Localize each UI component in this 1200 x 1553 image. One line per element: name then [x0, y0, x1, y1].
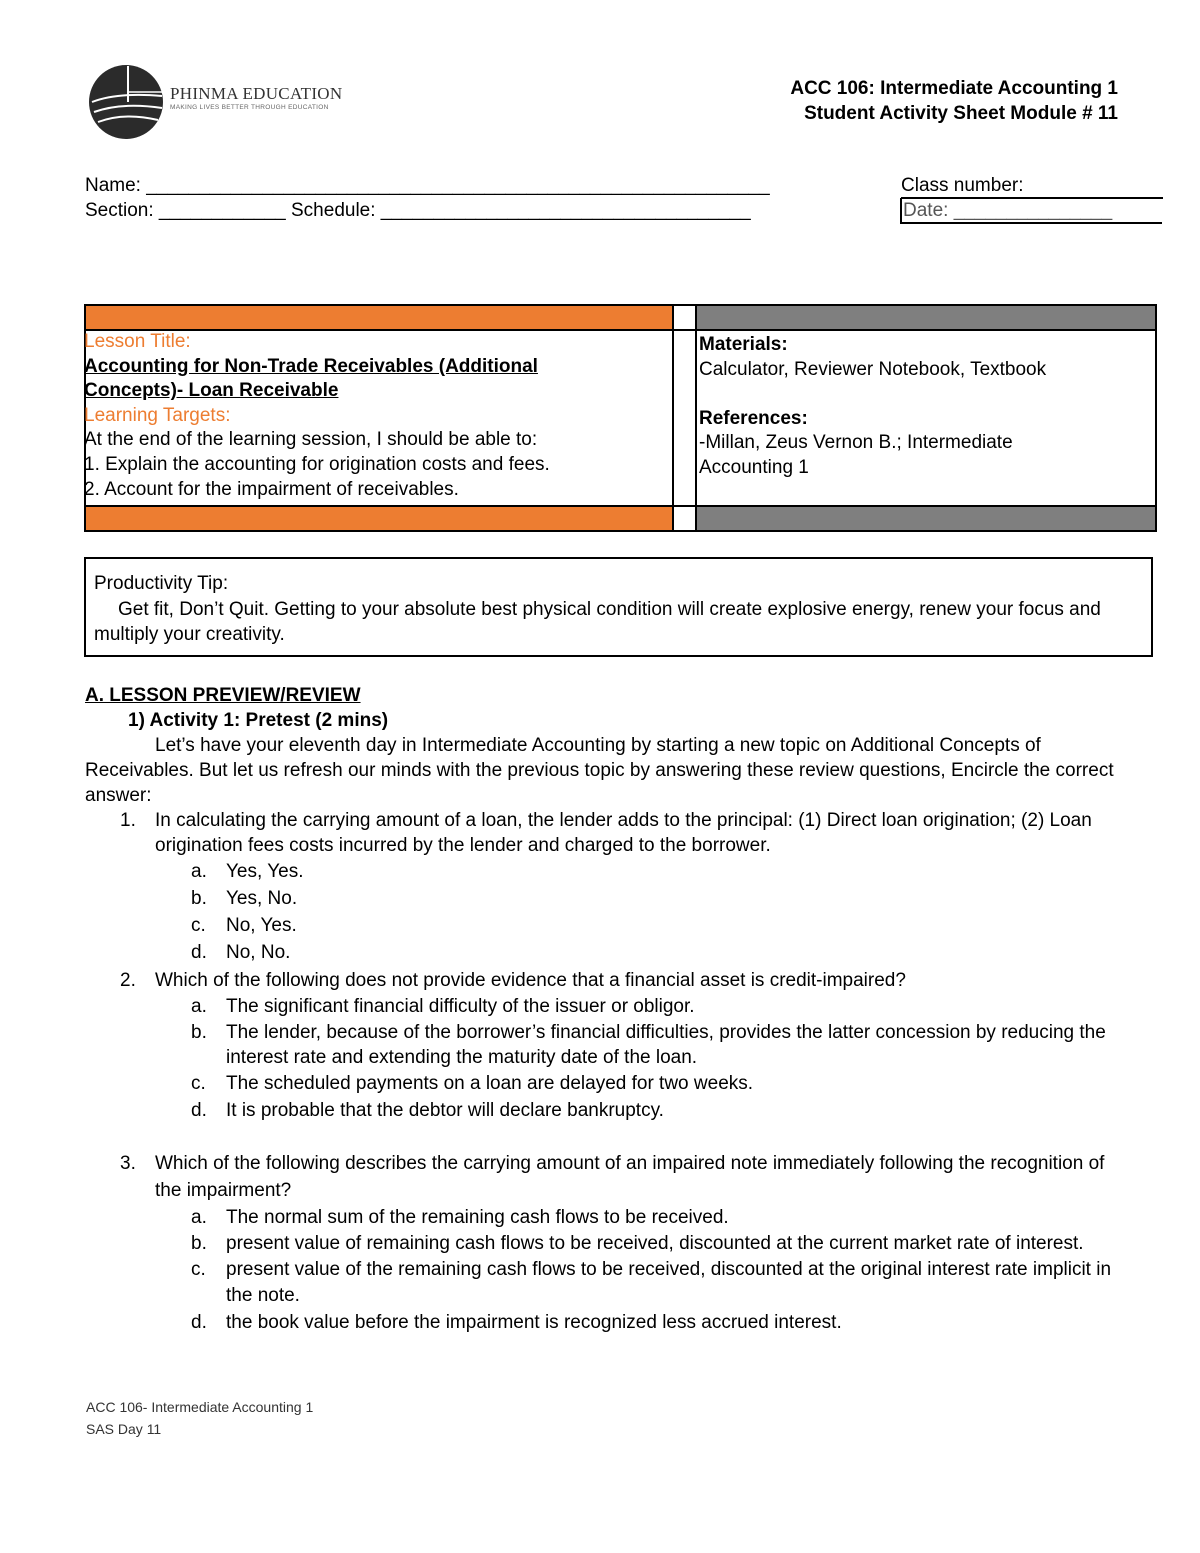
option-letter: d.	[191, 1100, 207, 1121]
footer-course: ACC 106- Intermediate Accounting 1	[86, 1399, 314, 1415]
question-2	[85, 968, 1135, 993]
document-title	[790, 76, 1118, 126]
lesson-title-label: Lesson Title:	[84, 331, 191, 352]
question-number: 2.	[120, 970, 136, 991]
option-text: present value of remaining cash flows to be received, discounted at the current market rate of interest.	[226, 1233, 1084, 1254]
option-text: The normal sum of the remaining cash flows to be received.	[226, 1207, 729, 1228]
option-2a[interactable]	[85, 993, 1135, 1020]
option-1b[interactable]	[85, 885, 1135, 912]
question-3	[85, 1150, 1135, 1204]
brand-name: PHINMA EDUCATION	[170, 84, 343, 103]
option-3a[interactable]	[85, 1204, 1135, 1231]
reference-line-1: -Millan, Zeus Vernon B.; Intermediate	[699, 432, 1013, 454]
lesson-preview-section	[85, 683, 1135, 1336]
option-3b[interactable]	[85, 1231, 1135, 1257]
option-letter: b.	[191, 1233, 207, 1254]
option-letter: c.	[191, 1259, 206, 1280]
section-heading: A. LESSON PREVIEW/REVIEW	[85, 685, 361, 706]
learning-target-1: 1. Explain the accounting for origination costs and fees.	[84, 453, 550, 475]
question-text: In calculating the carrying amount of a loan, the lender adds to the principal: (1) Direct loan origination; (2) Loan origination fees costs incurred by the lender and charged to the borrower.	[155, 810, 1092, 856]
name-field[interactable]: Name: ___________________________________________________________	[85, 175, 770, 196]
option-letter: a.	[191, 996, 207, 1017]
footer-sas-day: SAS Day 11	[86, 1421, 162, 1437]
option-text: It is probable that the debtor will declare bankruptcy.	[226, 1100, 664, 1121]
option-1c[interactable]	[85, 912, 1135, 939]
activity-title: 1) Activity 1: Pretest (2 mins)	[128, 710, 389, 731]
spacer	[699, 382, 1154, 407]
activity-intro: Let’s have your eleventh day in Intermediate Accounting by starting a new topic on Additional Concepts of Receivables. But let us refresh our minds with the previous topic by answering these review questions, Encircle the correct answer:	[85, 735, 1114, 806]
option-letter: b.	[191, 888, 207, 909]
option-letter: a.	[191, 861, 207, 882]
tip-label: Productivity Tip:	[94, 573, 229, 594]
materials-label: Materials:	[699, 334, 788, 355]
reference-line-2: Accounting 1	[699, 456, 809, 478]
option-letter: c.	[191, 1073, 206, 1094]
course-title: ACC 106: Intermediate Accounting 1	[790, 78, 1118, 99]
references-label: References:	[699, 407, 808, 429]
question-1	[85, 808, 1135, 858]
option-letter: d.	[191, 942, 207, 963]
productivity-tip	[94, 571, 1146, 648]
brand-tagline: MAKING LIVES BETTER THROUGH EDUCATION	[170, 104, 329, 111]
option-3d[interactable]	[85, 1309, 1135, 1336]
lesson-info-cell	[84, 330, 674, 502]
option-text: Yes, Yes.	[226, 861, 304, 882]
learning-targets-intro: At the end of the learning session, I should be able to:	[84, 429, 538, 451]
materials-list: Calculator, Reviewer Notebook, Textbook	[699, 358, 1047, 380]
option-1a[interactable]	[85, 858, 1135, 885]
page-footer	[86, 1396, 313, 1440]
option-text: The lender, because of the borrower’s financial difficulties, provides the latter concession by reducing the interest rate and extending the maturity date of the loan.	[226, 1022, 1106, 1068]
option-letter: d.	[191, 1312, 207, 1333]
section-schedule-field[interactable]: Section: ____________ Schedule: ___________________________________	[85, 200, 751, 221]
option-text: No, Yes.	[226, 915, 297, 936]
learning-targets-label: Learning Targets:	[84, 404, 231, 426]
question-number: 1.	[120, 810, 136, 831]
logo-emblem-icon	[88, 62, 168, 142]
materials-cell	[699, 333, 1154, 481]
gray-header-bar	[697, 306, 1155, 329]
option-text: The scheduled payments on a loan are delayed for two weeks.	[226, 1073, 754, 1094]
tip-text: Get fit, Don’t Quit. Getting to your absolute best physical condition will create explosive energy, renew your focus and multiply your creativity.	[94, 598, 1101, 645]
option-text: No, No.	[226, 942, 291, 963]
option-2b[interactable]	[85, 1020, 1135, 1070]
date-field[interactable]: Date: _______________	[903, 200, 1113, 221]
sheet-title: Student Activity Sheet Module # 11	[804, 103, 1118, 124]
orange-header-bar	[86, 306, 672, 329]
question-number: 3.	[120, 1153, 136, 1174]
class-number-field[interactable]: Class number:	[901, 175, 1024, 196]
table-divider-right	[695, 304, 697, 532]
orange-footer-bar	[86, 507, 672, 530]
option-text: Yes, No.	[226, 888, 298, 909]
option-2d[interactable]	[85, 1097, 1135, 1124]
option-letter: c.	[191, 915, 206, 936]
lesson-title-line1: Accounting for Non-Trade Receivables (Additional	[84, 355, 538, 377]
option-text: present value of the remaining cash flows to be received, discounted at the original interest rate implicit in the note.	[226, 1259, 1112, 1306]
option-letter: a.	[191, 1207, 207, 1228]
lesson-title-line2: Concepts)- Loan Receivable	[84, 380, 339, 402]
question-text: Which of the following does not provide evidence that a financial asset is credit-impaired?	[155, 970, 906, 991]
option-text: The significant financial difficulty of the issuer or obligor.	[226, 996, 695, 1017]
option-1d[interactable]	[85, 939, 1135, 966]
learning-target-2: 2. Account for the impairment of receivables.	[84, 478, 459, 500]
option-2c[interactable]	[85, 1070, 1135, 1097]
question-text: Which of the following describes the carrying amount of an impaired note immediately following the recognition of the impairment?	[155, 1153, 1105, 1201]
option-letter: b.	[191, 1022, 207, 1043]
option-text: the book value before the impairment is recognized less accrued interest.	[226, 1312, 842, 1333]
option-3c[interactable]	[85, 1257, 1135, 1309]
gray-footer-bar	[697, 507, 1155, 530]
